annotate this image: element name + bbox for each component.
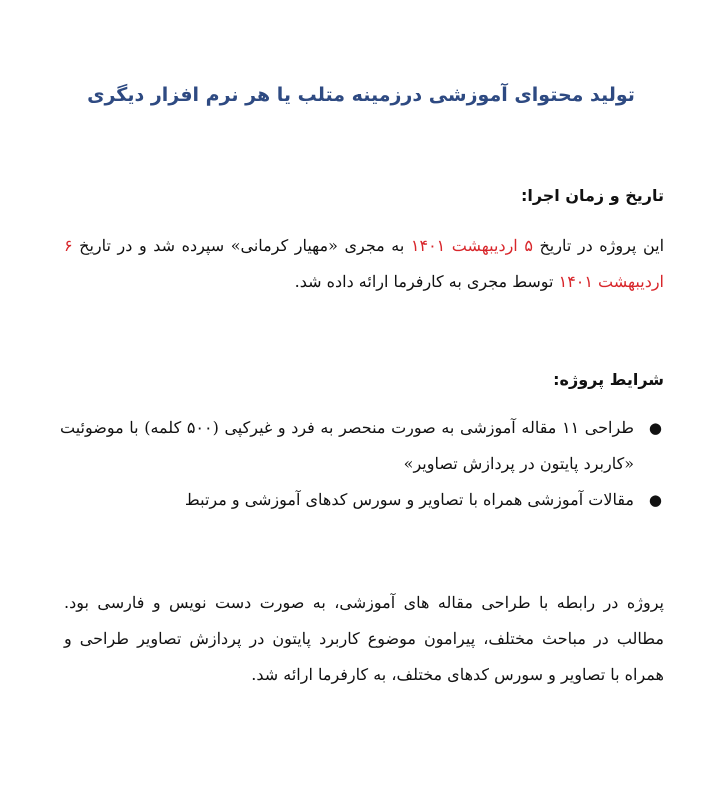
- execution-date-paragraph: [64, 228, 664, 300]
- list-item: [60, 410, 664, 482]
- list-item: [60, 482, 664, 518]
- list-item-text: مقالات آموزشی همراه با تصاویر و سورس کدهای آموزشی و مرتبط: [184, 490, 634, 509]
- conditions-list: [60, 410, 664, 518]
- list-item-text: طراحی ۱۱ مقاله آموزشی به صورت منحصر به فرد و غیرکپی (۵۰۰ کلمه) با موضوئیت «کاربرد پایتون در پردازش تصاویر»: [60, 418, 635, 473]
- bullet-icon: ●: [648, 419, 662, 437]
- summary-paragraph: پروژه در رابطه با طراحی مقاله های آموزشی، به صورت دست نویس و فارسی بود. مطالب در مباحث مختلف، پیرامون موضوع کاربرد پایتون در پردازش تصاویر طراحی و همراه با تصاویر و سورس کدهای مختلف، به کارفرما ارائه شد.: [64, 593, 664, 684]
- execution-date-heading: تاریخ و زمان اجرا:: [520, 186, 664, 205]
- end-date: ۶ اردیبهشت ۱۴۰۱: [64, 236, 664, 291]
- page-title: تولید محتوای آموزشی درزمینه متلب یا هر نرم افزار دیگری: [87, 84, 635, 106]
- project-conditions-heading: شرایط پروژه:: [553, 370, 664, 389]
- bullet-icon: ●: [648, 491, 662, 509]
- paragraph-text-end: توسط مجری به کارفرما ارائه داده شد.: [294, 272, 559, 291]
- start-date: ۵ اردیبهشت ۱۴۰۱: [410, 236, 533, 255]
- paragraph-text-middle: به مجری «مهیار کرمانی» سپرده شد و در تاریخ: [72, 236, 411, 255]
- paragraph-text-start: این پروژه در تاریخ: [532, 236, 665, 255]
